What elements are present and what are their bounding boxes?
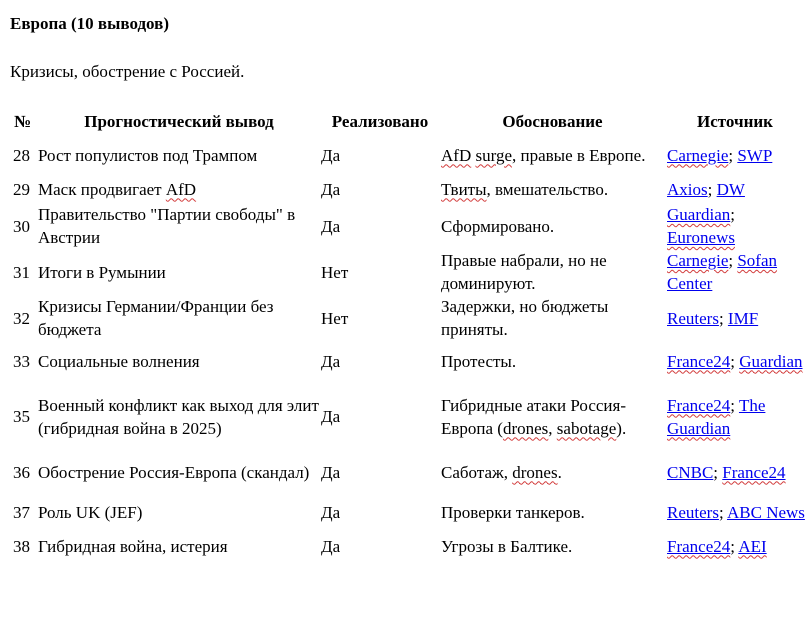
realized-cell: Да [321,216,341,236]
source-cell [665,249,805,295]
source-link[interactable]: AEI [738,536,767,556]
source-separator: ; [730,536,735,556]
source-link[interactable]: Sofan Center [667,251,778,293]
source-separator: ; [730,205,735,224]
source-link[interactable]: Euronews [667,228,735,247]
source-separator: ; [728,145,734,165]
forecast-cell: Обострение Россия-Европа (скандал) [38,462,310,482]
source-cell [665,295,805,341]
source-separator: ; [718,502,724,522]
header-forecast: Прогностический вывод [84,111,274,131]
reason-cell: Угрозы в Балтике. [441,536,573,556]
table-row [10,381,805,452]
header-realized: Реализовано [331,111,429,131]
source-link[interactable]: Guardian [667,205,731,224]
source-cell [665,492,805,532]
header-reason: Обоснование [502,111,603,131]
row-number: 28 [13,145,30,165]
realized-cell: Да [321,179,341,199]
reason-cell: Гибридные атаки Россия-Европа (drones, sabotage). [441,395,627,438]
source-link[interactable]: France24 [667,351,731,371]
source-separator: ; [713,462,719,482]
source-link[interactable]: France24 [722,462,786,482]
header-num: № [14,111,32,131]
forecast-cell: Правительство "Партии свободы" в Австрии [38,205,296,247]
realized-cell: Да [321,462,341,482]
forecast-cell: Социальные волнения [38,351,200,371]
table-row [10,532,805,560]
row-number: 29 [13,179,30,199]
table-row [10,135,805,175]
source-link[interactable]: Axios [667,179,708,199]
reason-cell: Проверки танкеров. [441,502,585,522]
source-link[interactable]: France24 [667,536,731,556]
table-header-row [10,107,805,135]
source-link[interactable]: Carnegie [667,145,729,165]
reason-cell: Саботаж, drones. [441,462,562,482]
row-number: 30 [13,216,30,236]
table-row [10,341,805,381]
table-row [10,295,805,341]
source-cell [665,452,805,492]
table-row [10,249,805,295]
reason-cell: Задержки, но бюджеты приняты. [441,297,609,339]
page-subtitle: Кризисы, обострение с Россией. [10,62,245,81]
source-link[interactable]: Reuters [667,502,719,522]
source-cell [665,135,805,175]
row-number: 38 [13,536,30,556]
source-link[interactable]: Carnegie [667,251,729,270]
row-number: 31 [13,262,30,282]
forecast-cell: Военный конфликт как выход для элит (гибридная война в 2025) [38,395,319,438]
table-row [10,492,805,532]
forecast-table [10,107,805,560]
row-number: 35 [13,407,30,426]
source-separator: ; [707,179,713,199]
table-row [10,203,805,249]
row-number: 37 [13,502,30,522]
header-source: Источник [697,111,773,131]
row-number: 32 [13,308,30,328]
source-link[interactable]: France24 [667,395,731,415]
forecast-cell: Роль UK (JEF) [38,502,143,522]
reason-cell: Правые набрали, но не доминируют. [441,251,607,293]
source-separator: ; [728,251,734,270]
realized-cell: Нет [321,308,349,328]
source-cell [665,175,805,203]
source-cell [665,532,805,560]
reason-cell: Твиты, вмешательство. [441,179,609,199]
forecast-cell: Итоги в Румынии [38,262,166,282]
forecast-cell: Рост популистов под Трампом [38,145,258,165]
source-cell [665,341,805,381]
forecast-cell: Гибридная война, истерия [38,536,228,556]
realized-cell: Да [321,407,341,426]
source-separator: ; [730,395,735,415]
forecast-cell: Кризисы Германии/Франции без бюджета [38,297,274,339]
realized-cell: Да [321,502,341,522]
source-link[interactable]: SWP [737,145,773,165]
reason-cell: AfD surge, правые в Европе. [441,145,646,165]
table-row [10,175,805,203]
source-link[interactable]: DW [716,179,745,199]
realized-cell: Да [321,536,341,556]
source-link[interactable]: Reuters [667,308,719,328]
source-link[interactable]: IMF [727,308,759,328]
reason-cell: Сформировано. [441,216,555,236]
row-number: 33 [13,351,30,371]
source-link[interactable]: Guardian [739,351,803,371]
source-cell [665,381,805,452]
realized-cell: Да [321,351,341,371]
source-separator: ; [718,308,724,328]
table-row [10,452,805,492]
source-link[interactable]: The Guardian [667,395,766,438]
source-link[interactable]: ABC News [726,502,805,522]
forecast-cell: Маск продвигает AfD [38,179,197,199]
page-heading: Европа (10 выводов) [10,14,169,33]
source-link[interactable]: CNBC [667,462,714,482]
source-separator: ; [730,351,735,371]
source-cell [665,203,805,249]
realized-cell: Нет [321,262,349,282]
row-number: 36 [13,462,30,482]
reason-cell: Протесты. [441,351,517,371]
realized-cell: Да [321,145,341,165]
